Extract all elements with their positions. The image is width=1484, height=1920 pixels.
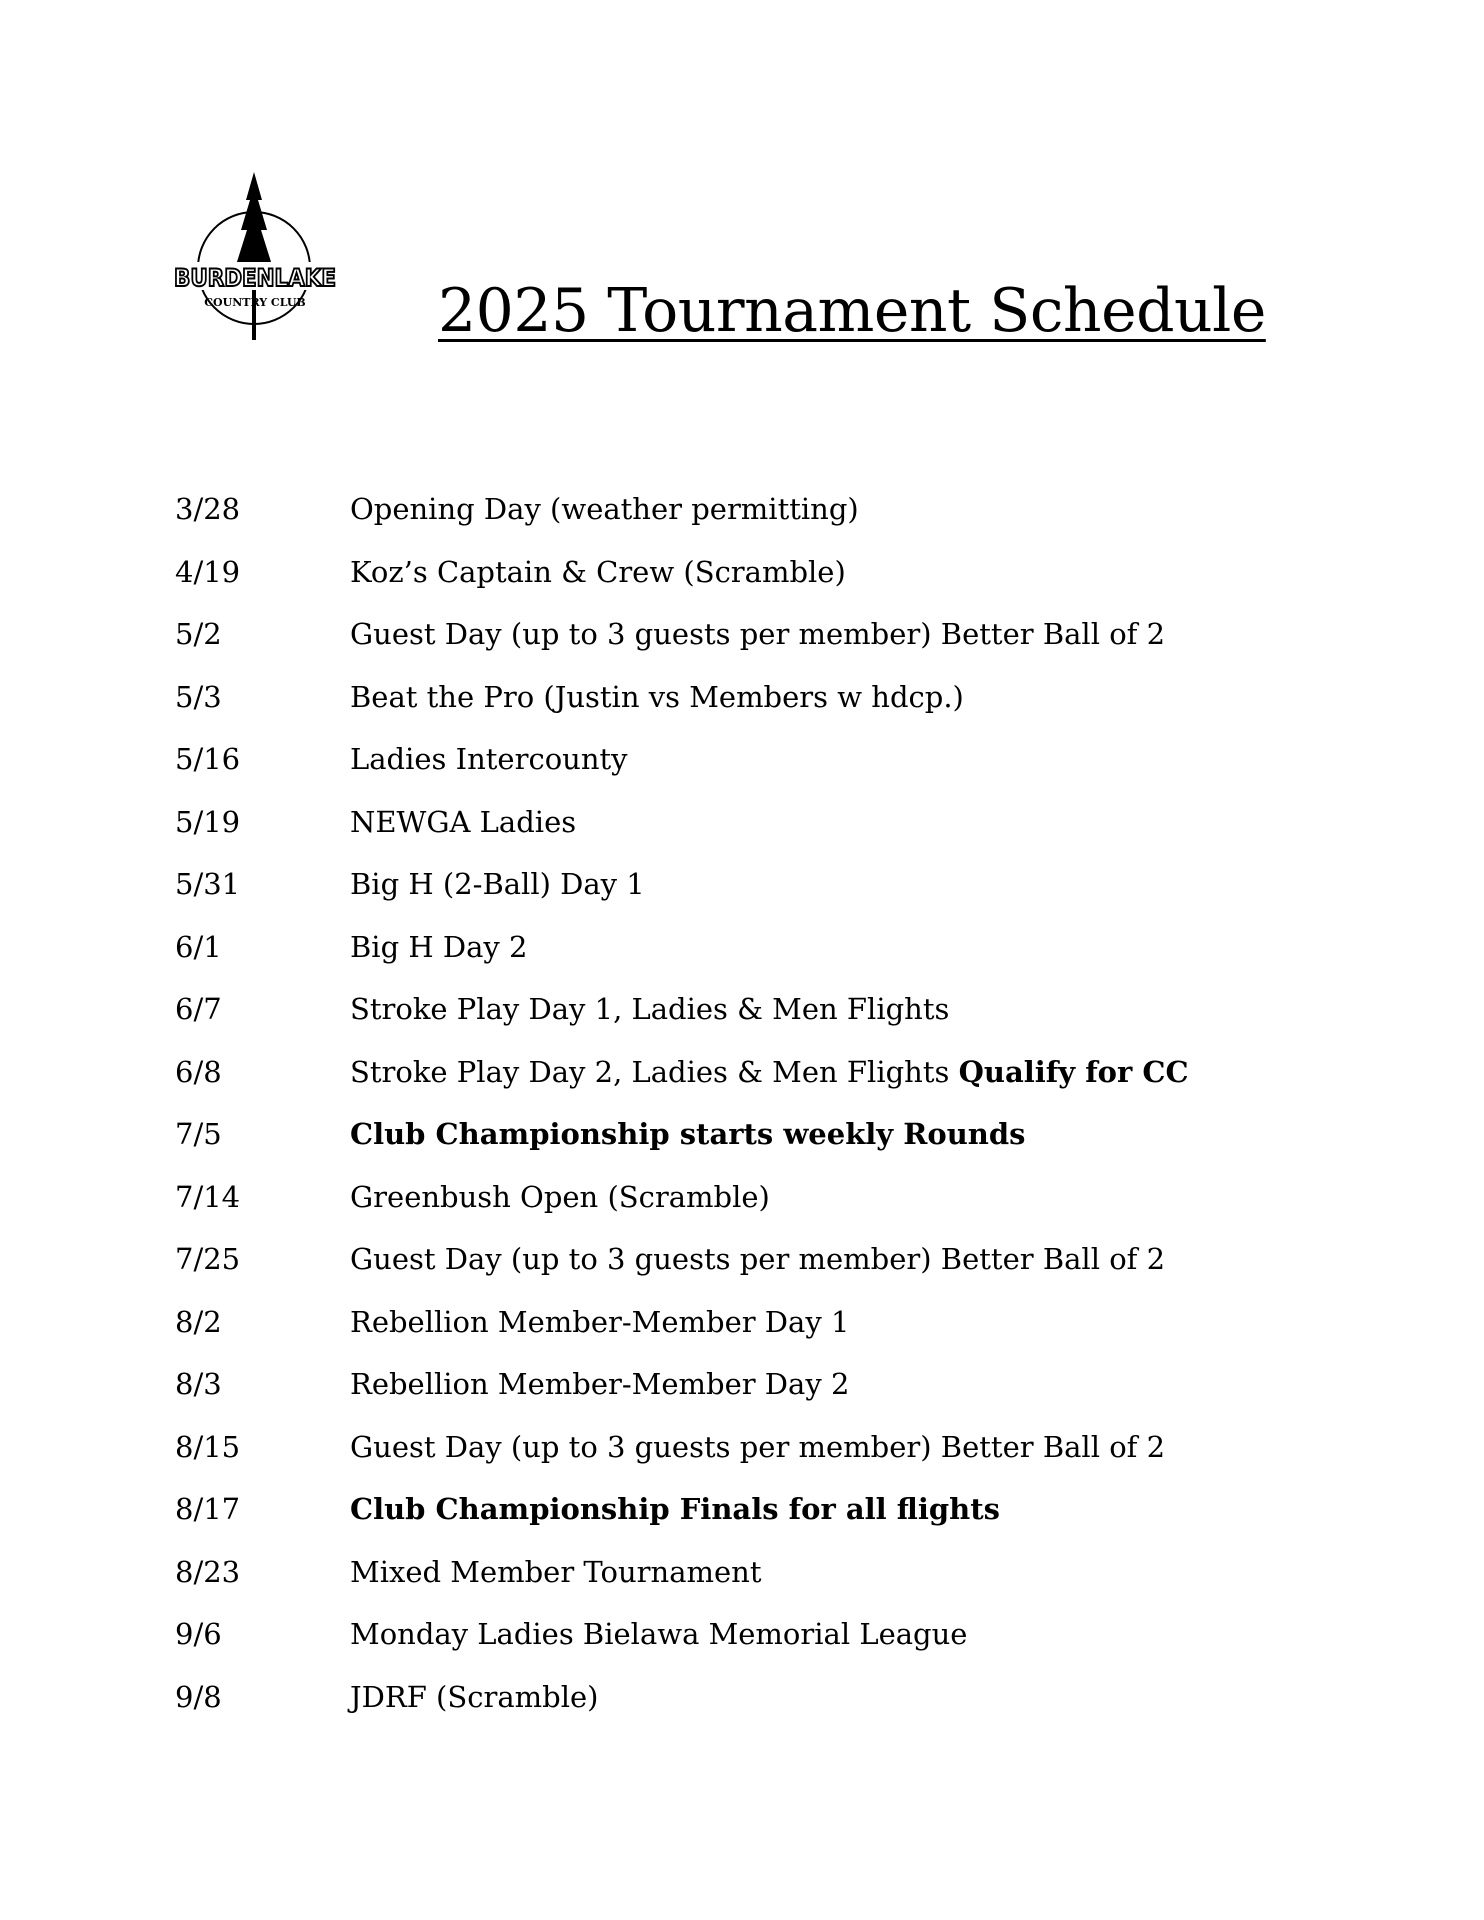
event-date: 8/3	[175, 1367, 222, 1402]
schedule-row	[175, 603, 1189, 666]
event-date: 5/16	[175, 742, 241, 777]
event-text: Ladies Intercounty	[350, 742, 628, 777]
event-name	[350, 555, 846, 589]
schedule-row	[175, 1603, 1189, 1666]
event-name	[350, 1680, 598, 1714]
event-highlight: Qualify for CC	[958, 1054, 1189, 1089]
event-date: 9/8	[175, 1679, 222, 1714]
event-date: 7/5	[175, 1117, 222, 1152]
event-name	[350, 1055, 1189, 1089]
event-date: 6/8	[175, 1054, 222, 1089]
event-date: 5/31	[175, 867, 241, 902]
event-date: 5/2	[175, 617, 222, 652]
schedule-row	[175, 1103, 1189, 1166]
event-date: 7/14	[175, 1179, 241, 1214]
event-text: Mixed Member Tournament	[350, 1554, 762, 1589]
event-text: Rebellion Member-Member Day 2	[350, 1367, 850, 1402]
event-date: 8/2	[175, 1304, 222, 1339]
schedule-row	[175, 791, 1189, 854]
event-date: 8/23	[175, 1554, 241, 1589]
event-name	[350, 1305, 849, 1339]
event-name	[350, 1180, 770, 1214]
schedule-row	[175, 1228, 1189, 1291]
event-date: 5/3	[175, 679, 222, 714]
event-name	[350, 867, 645, 901]
event-highlight: Club Championship Finals for all flights	[350, 1492, 1000, 1527]
event-text: Rebellion Member-Member Day 1	[350, 1304, 850, 1339]
event-text: NEWGA Ladies	[350, 804, 577, 839]
schedule-row	[175, 1478, 1189, 1541]
schedule-row	[175, 666, 1189, 729]
schedule-list	[175, 478, 1189, 1728]
event-date: 6/7	[175, 992, 222, 1027]
event-text: Big H Day 2	[350, 929, 528, 964]
event-name	[350, 805, 576, 839]
event-name	[350, 1555, 761, 1589]
schedule-row	[175, 1166, 1189, 1229]
event-date: 3/28	[175, 492, 241, 527]
schedule-row	[175, 1666, 1189, 1729]
schedule-row	[175, 728, 1189, 791]
event-date: 7/25	[175, 1242, 241, 1277]
event-date: 8/17	[175, 1492, 241, 1527]
event-text: Stroke Play Day 2, Ladies & Men Flights	[350, 1054, 959, 1089]
event-name	[350, 1117, 1025, 1151]
event-name	[350, 930, 527, 964]
event-name	[350, 1242, 1165, 1276]
event-text: JDRF (Scramble)	[350, 1679, 599, 1714]
event-name	[350, 992, 949, 1026]
club-logo	[172, 170, 338, 340]
event-name	[350, 680, 964, 714]
schedule-row	[175, 541, 1189, 604]
event-name	[350, 1430, 1165, 1464]
event-text: Guest Day (up to 3 guests per member) Better Ball of 2	[350, 1429, 1166, 1464]
svg-text:COUNTRY CLUB: COUNTRY CLUB	[204, 296, 306, 309]
event-date: 4/19	[175, 554, 241, 589]
event-name	[350, 1367, 849, 1401]
event-text: Monday Ladies Bielawa Memorial League	[350, 1617, 968, 1652]
event-highlight: Club Championship starts weekly Rounds	[350, 1117, 1026, 1152]
event-date: 9/6	[175, 1617, 222, 1652]
event-text: Beat the Pro (Justin vs Members w hdcp.)	[350, 679, 964, 714]
svg-text:BURDENLAKE: BURDENLAKE	[174, 264, 336, 292]
schedule-row	[175, 1541, 1189, 1604]
event-text: Guest Day (up to 3 guests per member) Better Ball of 2	[350, 1242, 1166, 1277]
event-text: Guest Day (up to 3 guests per member) Better Ball of 2	[350, 617, 1166, 652]
event-text: Greenbush Open (Scramble)	[350, 1179, 770, 1214]
schedule-row	[175, 1041, 1189, 1104]
schedule-row	[175, 978, 1189, 1041]
event-text: Opening Day (weather permitting)	[350, 492, 859, 527]
event-text: Stroke Play Day 1, Ladies & Men Flights	[350, 992, 950, 1027]
event-text: Koz’s Captain & Crew (Scramble)	[350, 554, 846, 589]
event-name	[350, 742, 628, 776]
event-date: 6/1	[175, 929, 222, 964]
event-date: 8/15	[175, 1429, 241, 1464]
schedule-row	[175, 853, 1189, 916]
event-text: Big H (2-Ball) Day 1	[350, 867, 645, 902]
page-title: 2025 Tournament Schedule	[438, 276, 1266, 346]
schedule-row	[175, 1353, 1189, 1416]
event-date: 5/19	[175, 804, 241, 839]
event-name	[350, 1492, 1000, 1526]
event-name	[350, 1617, 967, 1651]
schedule-row	[175, 1291, 1189, 1354]
event-name	[350, 617, 1165, 651]
schedule-row	[175, 478, 1189, 541]
event-name	[350, 492, 859, 526]
schedule-row	[175, 1416, 1189, 1479]
schedule-row	[175, 916, 1189, 979]
